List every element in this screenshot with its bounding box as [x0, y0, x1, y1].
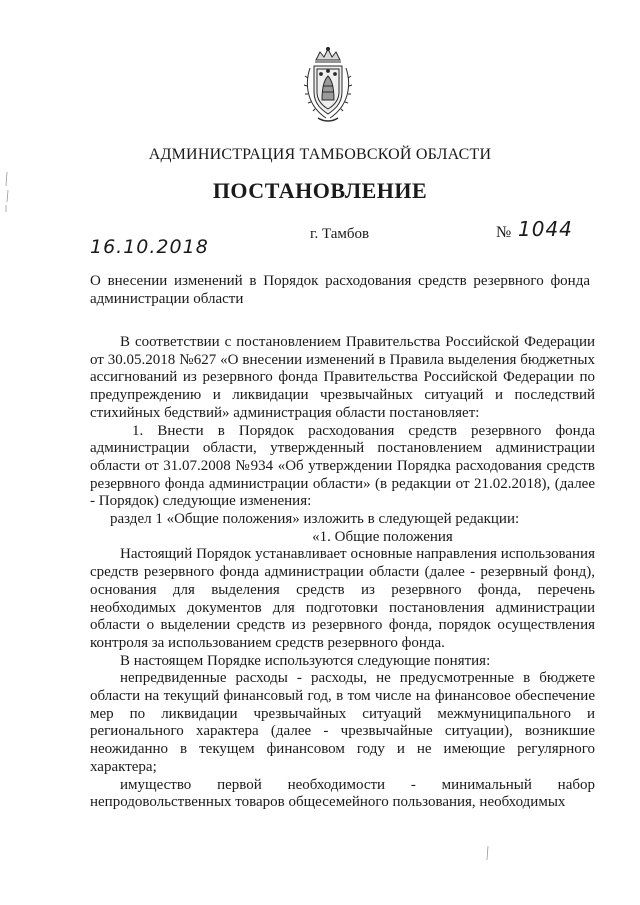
handwritten-date: 16.10.2018: [90, 236, 209, 258]
number-label: №: [496, 224, 512, 241]
preamble-paragraph: В соответствии с постановлением Правительства Российской Федерации от 30.05.2018 №627 «О внесении изменений в Правила выделения бюджетных ассигнований из резервного фонда Правительства Российской Федерации по предупреждению и ликвидации чрезвычайных ситуаций и последствий стихийных бедствий» администрация области постановляет:: [90, 334, 595, 421]
document-type: ПОСТАНОВЛЕНИЕ: [212, 178, 428, 203]
scan-artifact-2: [486, 846, 490, 860]
organization-name: АДМИНИСТРАЦИЯ ТАМБОВСКОЙ ОБЛАСТИ: [148, 146, 492, 163]
general-provisions-paragraph: Настоящий Порядок устанавливает основные направления использования средств резервного фонда администрации области (далее - резервный фонд), основания для выделения средств из резервного фонда, перечень необходимых документов для подготовки постановления администрации области о выделении средств из резервного фонда, порядок осуществления контроля за использованием средств резервного фонда.: [90, 546, 595, 651]
unforeseen-expenses-paragraph: непредвиденные расходы - расходы, не предусмотренные в бюджете области на текущий финансовый год, в том числе на финансовое обеспечение мер по ликвидации чрезвычайных ситуаций межмуниципального и регионального характера (далее - чрезвычайные ситуации), возникшие неожиданно в текущем финансовом году и не имеющие регулярного характера;: [90, 670, 595, 775]
city-label: г. Тамбов: [310, 226, 370, 242]
document-body: [90, 334, 595, 812]
essential-property-paragraph: имущество первой необходимости - минимальный набор непродовольственных товаров общесемейного пользования, необходимых: [90, 776, 595, 811]
handwritten-number: 1044: [518, 217, 573, 241]
item-1-paragraph: 1. Внести в Порядок расходования средств резервного фонда администрации области, утвержденный постановлением администрации области от 31.07.2008 №934 «Об утверждении Порядка расходования средств резервного фонда администрации области» (в редакции от 21.02.2018), (далее - Порядок) следующие изменения:: [90, 422, 595, 510]
scan-artifact: [4, 172, 10, 212]
section-intro-paragraph: раздел 1 «Общие положения» изложить в следующей редакции:: [110, 511, 520, 528]
section-heading: «1. Общие положения: [312, 528, 453, 545]
definitions-intro-paragraph: В настоящем Порядке используются следующие понятия:: [120, 652, 491, 669]
coat-of-arms-icon: [300, 46, 356, 124]
document-title: О внесении изменений в Порядок расходования средств резервного фонда администрации области: [90, 273, 590, 307]
